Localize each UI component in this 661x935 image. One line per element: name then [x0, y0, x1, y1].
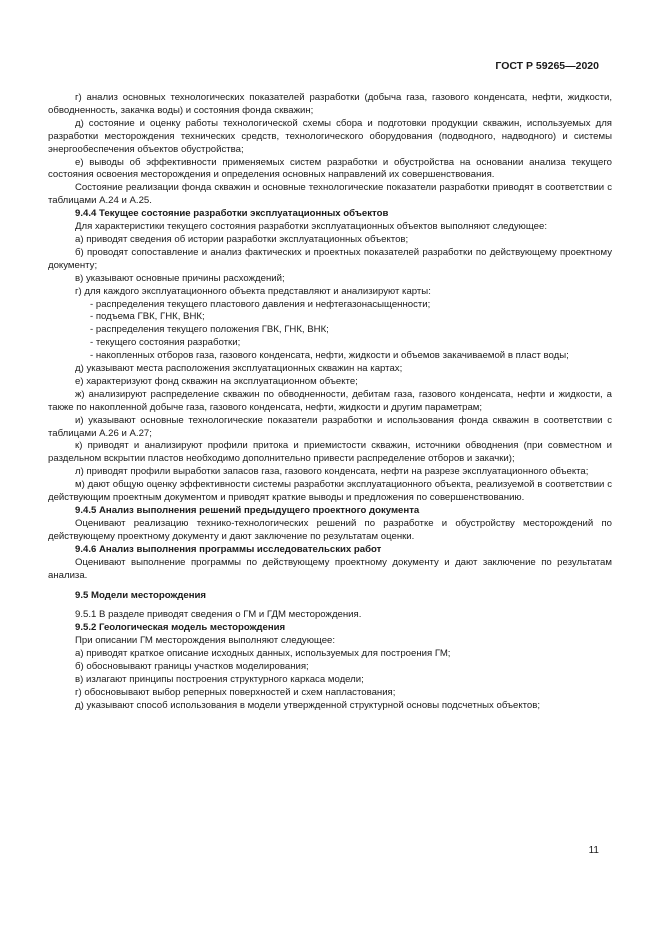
paragraph: Для характеристики текущего состояния разработки эксплуатационных объектов выполняют следующее:: [75, 221, 547, 233]
paragraph: в) излагают принципы построения структурного каркаса модели;: [75, 673, 364, 685]
paragraph: е) выводы об эффективности применяемых систем разработки и обустройства на основании анализа текущего состояния освоения месторождения и определения основных направлений их совершенствования.: [48, 156, 612, 181]
paragraph: Состояние реализации фонда скважин и основные технологические показатели разработки приводят в соответствии с таблицами А.24 и А.25.: [48, 182, 612, 207]
section-heading: 9.5 Модели месторождения: [75, 590, 206, 602]
dash-list-item: - распределения текущего положения ГВК, ГНК, ВНК;: [90, 324, 329, 336]
paragraph: г) анализ основных технологических показателей разработки (добыча газа, газового конденсата, нефти, жидкости, обводненность, закачка воды) и состояния фонда скважин;: [48, 92, 612, 116]
paragraph: м) дают общую оценку эффективности системы разработки эксплуатационного объекта, реализуемой в соответствии с действующим проектным документом и приводят краткие выводы и предложения по совершенствованию.: [48, 479, 612, 504]
paragraph: 9.5.1 В разделе приводят сведения о ГМ и ГДМ месторождения.: [75, 609, 362, 621]
paragraph: и) указывают основные технологические показатели разработки и использования фонда скважин в соответствии с таблицами А.26 и А.27;: [48, 414, 612, 439]
paragraph: б) обосновывают границы участков моделирования;: [75, 660, 309, 672]
section-heading: 9.4.5 Анализ выполнения решений предыдущего проектного документа: [75, 505, 420, 516]
paragraph: е) характеризуют фонд скважин на эксплуатационном объекте;: [75, 375, 358, 387]
document-code: ГОСТ Р 59265—2020: [495, 60, 599, 72]
dash-list-item: - накопленных отборов газа, газового конденсата, нефти, жидкости и объемов закачиваемой в пласт воды;: [90, 350, 569, 362]
dash-list-item: - распределения текущего пластового давления и нефтегазонасыщенности;: [90, 298, 431, 310]
section-heading: 9.4.6 Анализ выполнения программы исследовательских работ: [75, 543, 382, 555]
dash-list-item: - подъема ГВК, ГНК, ВНК;: [90, 311, 205, 323]
paragraph: д) указывают места расположения эксплуатационных скважин на картах;: [75, 363, 403, 375]
paragraph: г) обосновывают выбор реперных поверхностей и схем напластования;: [75, 686, 396, 698]
page-number: 11: [588, 845, 599, 856]
paragraph: г) для каждого эксплуатационного объекта представляют и анализируют карты:: [75, 285, 431, 297]
paragraph: Оценивают выполнение программы по действующему проектному документу и дают заключение по результатам анализа.: [48, 556, 612, 581]
paragraph: к) приводят и анализируют профили притока и приемистости скважин, источники обводнения (при совместном и раздельном вскрытии пластов необходимо дополнительно привести распределение отборов и закачки);: [48, 440, 612, 465]
paragraph: б) проводят сопоставление и анализ фактических и проектных показателей разработки по действующему проектному документу;: [48, 246, 612, 271]
paragraph: ж) анализируют распределение скважин по обводненности, дебитам газа, газового конденсата, нефти и жидкости, а также по накопленной добыче газа, газового конденсата, нефти, жидкости и другим параметрам;: [48, 388, 612, 413]
paragraph: а) приводят краткое описание исходных данных, используемых для построения ГМ;: [75, 648, 451, 660]
dash-list-item: - текущего состояния разработки;: [90, 337, 241, 349]
section-heading: 9.4.4 Текущее состояние разработки эксплуатационных объектов: [75, 208, 389, 220]
paragraph: Оценивают реализацию технико-технологических решений по разработке и обустройству месторождений по действующему проектному документу и дают заключение по результатам оценки.: [48, 517, 612, 542]
document-body: [48, 92, 612, 713]
paragraph: д) указывают способ использования в модели утвержденной структурной основы подсчетных объектов;: [75, 699, 541, 711]
section-heading: 9.5.2 Геологическая модель месторождения: [75, 622, 286, 634]
paragraph: а) приводят сведения об истории разработки эксплуатационных объектов;: [75, 233, 409, 245]
paragraph: в) указывают основные причины расхождений;: [75, 272, 285, 284]
paragraph: При описании ГМ месторождения выполняют следующее:: [75, 635, 336, 647]
paragraph: д) состояние и оценку работы технологической схемы сбора и подготовки продукции скважин, используемых для разработки месторождения технических средств, технологического оборудования (подводного, надводного) и системы энергообеспечения объектов обустройства;: [48, 117, 612, 155]
paragraph: л) приводят профили выработки запасов газа, газового конденсата, нефти на разрезе эксплуатационного объекта;: [75, 466, 589, 478]
